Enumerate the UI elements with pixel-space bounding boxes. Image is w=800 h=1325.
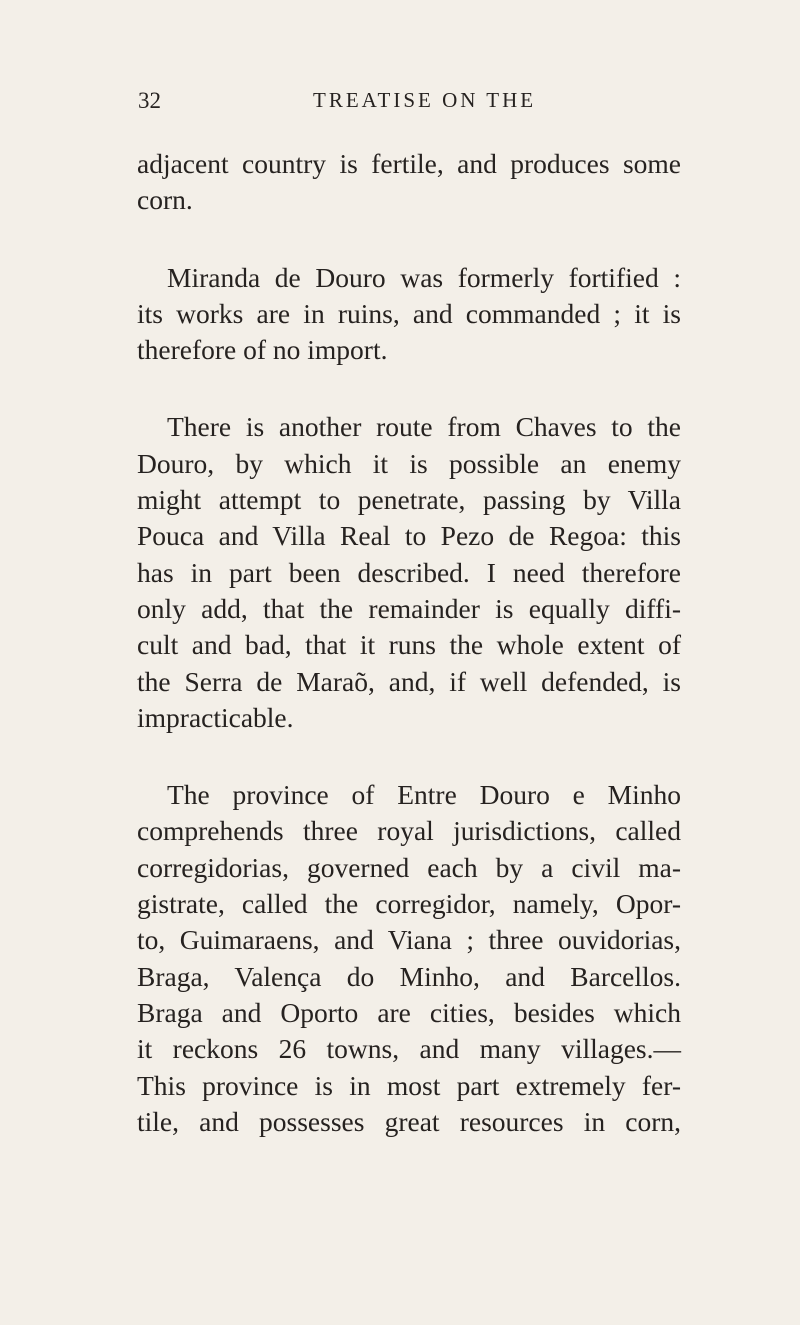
- page-number: 32: [138, 88, 161, 113]
- text-line: only add, that the remainder is equally diffi-: [137, 592, 681, 624]
- text-line: the Serra de Maraõ, and, if well defended, is: [137, 665, 681, 697]
- paragraph: [137, 409, 681, 736]
- text-line: might attempt to penetrate, passing by Villa: [137, 484, 681, 516]
- paragraph: [137, 146, 681, 219]
- text-line: Braga and Oporto are cities, besides which: [137, 996, 681, 1028]
- text-line: it reckons 26 towns, and many villages.—: [137, 1033, 681, 1065]
- text-line: corregidorias, governed each by a civil ma-: [137, 851, 681, 883]
- text-line: This province is in most part extremely fer-: [137, 1069, 681, 1101]
- text-line: Pouca and Villa Real to Pezo de Regoa: this: [137, 520, 681, 552]
- text-line: to, Guimaraens, and Viana ; three ouvidorias,: [137, 924, 681, 956]
- text-line: has in part been described. I need therefore: [137, 556, 681, 588]
- running-head: [138, 88, 678, 118]
- text-line: Braga, Valença do Minho, and Barcellos.: [137, 960, 681, 992]
- paragraph: [137, 777, 681, 1140]
- text-line: comprehends three royal jurisdictions, called: [137, 815, 681, 847]
- text-line: The province of Entre Douro e Minho: [167, 779, 681, 811]
- body-text: [137, 146, 681, 1140]
- text-line: tile, and possesses great resources in corn,: [137, 1105, 681, 1137]
- text-line: There is another route from Chaves to the: [167, 411, 681, 443]
- text-line: adjacent country is fertile, and produces some: [137, 148, 681, 179]
- text-line: Miranda de Douro was formerly fortified :: [167, 261, 681, 293]
- text-line: its works are in ruins, and commanded ; it is: [137, 297, 681, 329]
- text-line: corn.: [137, 184, 193, 216]
- paragraph: [137, 260, 681, 369]
- text-line: gistrate, called the corregidor, namely, Opor-: [137, 888, 681, 920]
- text-line: therefore of no import.: [137, 334, 388, 366]
- running-title: TREATISE ON THE: [313, 88, 537, 112]
- text-line: impracticable.: [137, 701, 294, 733]
- text-line: Douro, by which it is possible an enemy: [137, 447, 681, 479]
- text-line: cult and bad, that it runs the whole extent of: [137, 629, 681, 661]
